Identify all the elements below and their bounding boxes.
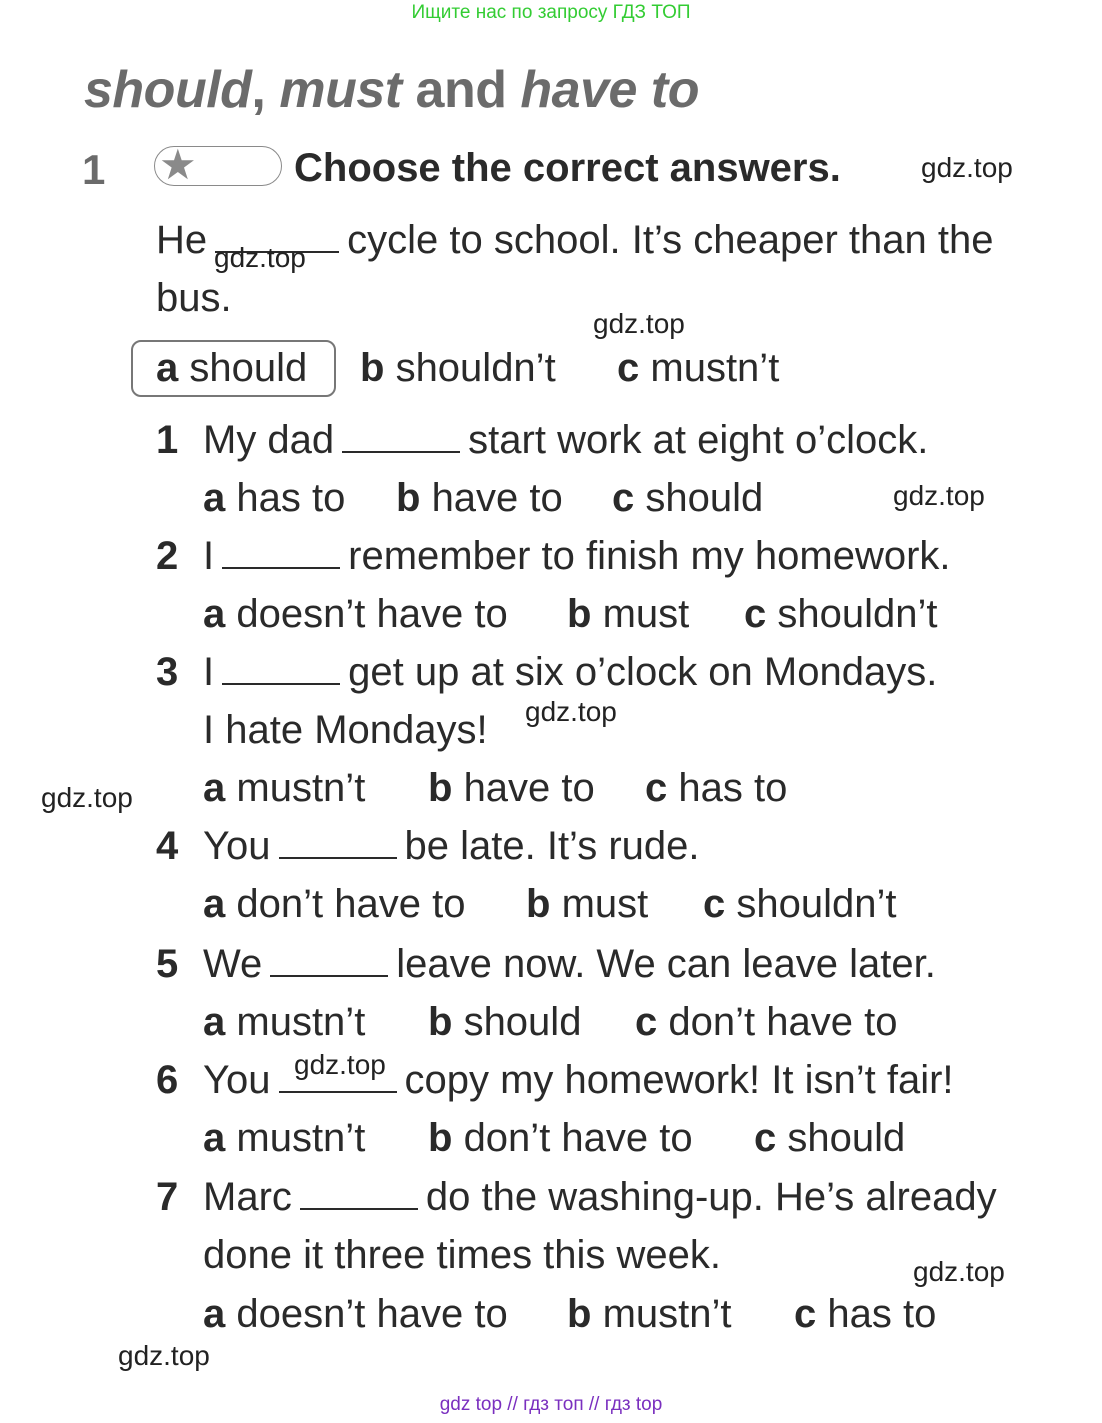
- option-letter: b: [428, 1116, 453, 1160]
- question-before: You: [203, 824, 271, 868]
- option-c[interactable]: [645, 766, 787, 811]
- option-text: mustn’t: [236, 766, 366, 810]
- exercise-instruction: Choose the correct answers.: [294, 146, 841, 190]
- question-sentence: [203, 824, 700, 869]
- option-letter: a: [203, 882, 226, 926]
- answer-blank[interactable]: [270, 947, 388, 977]
- option-letter: c: [635, 1000, 658, 1044]
- option-letter: b: [428, 1000, 453, 1044]
- option-b[interactable]: [567, 1292, 732, 1337]
- question-number: 7: [156, 1175, 179, 1219]
- option-text: should: [787, 1116, 906, 1160]
- option-c[interactable]: [744, 592, 938, 637]
- title-should: should: [84, 61, 252, 119]
- question-after: get up at six o’clock on Mondays.: [348, 650, 938, 694]
- option-letter: a: [203, 766, 226, 810]
- option-letter: a: [156, 346, 179, 390]
- example-before: He: [156, 218, 208, 262]
- option-text: don’t have to: [236, 882, 466, 926]
- option-letter: c: [754, 1116, 777, 1160]
- option-text: doesn’t have to: [236, 592, 508, 636]
- option-text: has to: [236, 476, 346, 520]
- option-text: should: [189, 346, 308, 390]
- star-icon: ★: [159, 141, 197, 188]
- option-c[interactable]: [754, 1116, 905, 1161]
- option-b[interactable]: [428, 1000, 581, 1045]
- option-letter: a: [203, 476, 226, 520]
- option-a[interactable]: [203, 592, 508, 637]
- option-text: shouldn’t: [736, 882, 897, 926]
- watermark: gdz.top: [893, 480, 985, 511]
- example-option-c: [617, 346, 779, 391]
- answer-blank[interactable]: [300, 1180, 418, 1210]
- option-a[interactable]: [203, 1292, 508, 1337]
- option-letter: b: [428, 766, 453, 810]
- question-after: leave now. We can leave later.: [396, 942, 936, 986]
- option-text: shouldn’t: [777, 592, 938, 636]
- question-after: copy my homework! It isn’t fair!: [404, 1058, 954, 1102]
- option-letter: c: [612, 476, 635, 520]
- question-sentence: [203, 534, 951, 579]
- option-b[interactable]: [526, 882, 648, 927]
- option-text: mustn’t: [650, 346, 780, 390]
- watermark: gdz.top: [214, 242, 306, 273]
- title-must: must: [279, 61, 402, 119]
- option-c[interactable]: [794, 1292, 936, 1337]
- option-letter: a: [203, 592, 226, 636]
- option-letter: b: [567, 1292, 592, 1336]
- example-option-b: [360, 346, 556, 391]
- option-b[interactable]: [396, 476, 563, 521]
- option-text: mustn’t: [602, 1292, 732, 1336]
- question-before: You: [203, 1058, 271, 1102]
- footer-links[interactable]: gdz top // гдз топ // гдз top: [439, 1394, 663, 1415]
- option-letter: b: [567, 592, 592, 636]
- option-letter: c: [794, 1292, 817, 1336]
- option-text: must: [561, 882, 649, 926]
- answer-blank[interactable]: [222, 655, 340, 685]
- difficulty-badge: [154, 141, 282, 188]
- option-text: don’t have to: [463, 1116, 693, 1160]
- question-sentence: [203, 650, 937, 695]
- option-text: mustn’t: [236, 1116, 366, 1160]
- option-letter: c: [617, 346, 640, 390]
- question-before: I: [203, 534, 215, 578]
- option-text: doesn’t have to: [236, 1292, 508, 1336]
- question-number: 4: [156, 824, 179, 868]
- question-sentence: [203, 1175, 997, 1220]
- watermark: gdz.top: [118, 1340, 210, 1371]
- option-letter: c: [744, 592, 767, 636]
- option-c[interactable]: [703, 882, 897, 927]
- option-text: shouldn’t: [395, 346, 556, 390]
- question-number: 1: [156, 418, 179, 462]
- question-sentence: [203, 942, 936, 987]
- question-after: do the washing-up. He’s already: [425, 1175, 997, 1219]
- example-sentence-line2: bus.: [156, 276, 232, 320]
- option-text: have to: [431, 476, 563, 520]
- option-b[interactable]: [428, 1116, 693, 1161]
- title-have-to: have to: [520, 61, 699, 119]
- question-before: We: [203, 942, 263, 986]
- option-text: has to: [827, 1292, 937, 1336]
- example-option-a: [156, 346, 307, 391]
- page-title: [84, 60, 699, 120]
- option-b[interactable]: [567, 592, 689, 637]
- option-text: mustn’t: [236, 1000, 366, 1044]
- watermark: gdz.top: [913, 1256, 1005, 1287]
- option-letter: a: [203, 1292, 226, 1336]
- option-a[interactable]: [203, 882, 465, 927]
- question-before: My dad: [203, 418, 335, 462]
- option-a[interactable]: [203, 1000, 365, 1045]
- exercise-number: 1: [82, 146, 106, 193]
- option-letter: a: [203, 1116, 226, 1160]
- option-text: should: [645, 476, 764, 520]
- title-and: and: [401, 61, 521, 119]
- option-letter: a: [203, 1000, 226, 1044]
- question-sentence-line2: done it three times this week.: [203, 1233, 722, 1277]
- question-before: I: [203, 650, 215, 694]
- option-a[interactable]: [203, 766, 365, 811]
- question-number: 2: [156, 534, 179, 578]
- option-a[interactable]: [203, 476, 345, 521]
- option-c[interactable]: [635, 1000, 897, 1045]
- question-sentence-line2: I hate Mondays!: [203, 708, 488, 752]
- question-before: Marc: [203, 1175, 292, 1219]
- watermark: gdz.top: [921, 152, 1013, 183]
- answer-blank[interactable]: [342, 423, 460, 453]
- option-text: have to: [463, 766, 595, 810]
- option-text: has to: [678, 766, 788, 810]
- option-a[interactable]: [203, 1116, 365, 1161]
- question-after: start work at eight o’clock.: [468, 418, 929, 462]
- watermark: gdz.top: [41, 782, 133, 813]
- option-letter: b: [526, 882, 551, 926]
- option-text: should: [463, 1000, 582, 1044]
- option-b[interactable]: [428, 766, 595, 811]
- example-after: cycle to school. It’s cheaper than the: [347, 218, 994, 262]
- option-letter: c: [703, 882, 726, 926]
- watermark: gdz.top: [593, 308, 685, 339]
- title-comma: ,: [251, 61, 280, 119]
- watermark: gdz.top: [525, 696, 617, 727]
- watermark: gdz.top: [294, 1049, 386, 1080]
- option-c[interactable]: [612, 476, 763, 521]
- question-after: be late. It’s rude.: [404, 824, 700, 868]
- question-number: 3: [156, 650, 179, 694]
- answer-blank[interactable]: [279, 829, 397, 859]
- question-number: 6: [156, 1058, 179, 1102]
- top-banner-link[interactable]: Ищите нас по запросу ГДЗ ТОП: [411, 2, 691, 23]
- option-letter: b: [396, 476, 421, 520]
- question-number: 5: [156, 942, 179, 986]
- option-text: must: [602, 592, 690, 636]
- option-text: don’t have to: [668, 1000, 898, 1044]
- question-sentence: [203, 418, 928, 463]
- option-letter: c: [645, 766, 668, 810]
- question-after: remember to finish my homework.: [348, 534, 951, 578]
- option-letter: b: [360, 346, 385, 390]
- answer-blank[interactable]: [222, 539, 340, 569]
